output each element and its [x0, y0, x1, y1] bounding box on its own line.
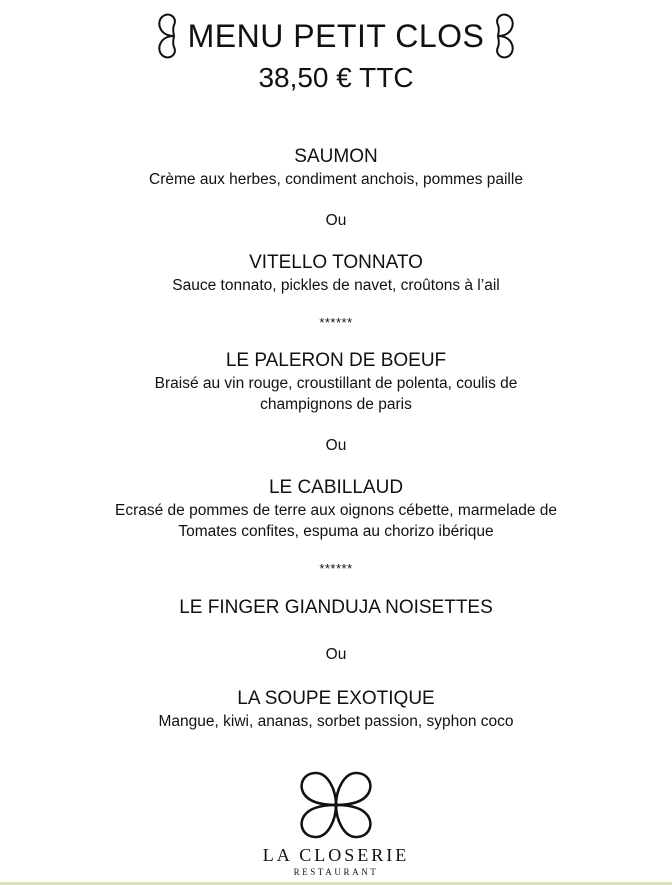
- clover-half-left-icon: [152, 11, 182, 61]
- dish-title: LE FINGER GIANDUJA NOISETTES: [179, 597, 493, 618]
- dish-description: Mangue, kiwi, ananas, sorbet passion, syphon coco: [158, 713, 514, 730]
- course-divider: ******: [319, 561, 353, 576]
- restaurant-name: LA CLOSERIE: [262, 845, 410, 865]
- menu-list: [0, 145, 672, 732]
- dish-description: Braisé au vin rouge, croustillant de polenta, coulis de: [154, 375, 518, 392]
- clover-half-right-icon: [490, 11, 520, 61]
- or-separator: Ou: [325, 212, 347, 229]
- title-row: [0, 8, 672, 64]
- dish-title: VITELLO TONNATO: [249, 252, 423, 273]
- dish-title: LA SOUPE EXOTIQUE: [237, 688, 435, 709]
- clover-logo-icon: [296, 768, 376, 842]
- or-separator: Ou: [325, 437, 347, 454]
- dish-description: Sauce tonnato, pickles de navet, croûtons à l’ail: [172, 277, 500, 294]
- menu-title: MENU PETIT CLOS: [187, 18, 485, 54]
- restaurant-logo: [0, 768, 672, 878]
- dish-description: champignons de paris: [260, 396, 412, 413]
- dish-description: Ecrasé de pommes de terre aux oignons cébette, marmelade de: [115, 502, 557, 519]
- dish-description: Crème aux herbes, condiment anchois, pommes paille: [149, 171, 523, 188]
- menu-price: 38,50 € TTC: [258, 62, 414, 93]
- dish-title: SAUMON: [294, 146, 378, 167]
- course-divider: ******: [319, 315, 353, 330]
- dish-description: Tomates confites, espuma au chorizo ibérique: [178, 523, 494, 540]
- dish-title: LE PALERON DE BOEUF: [225, 350, 447, 371]
- or-separator: Ou: [325, 646, 347, 663]
- menu-header: [0, 8, 672, 94]
- restaurant-subtitle: RESTAURANT: [293, 867, 379, 877]
- dish-title: LE CABILLAUD: [268, 477, 404, 498]
